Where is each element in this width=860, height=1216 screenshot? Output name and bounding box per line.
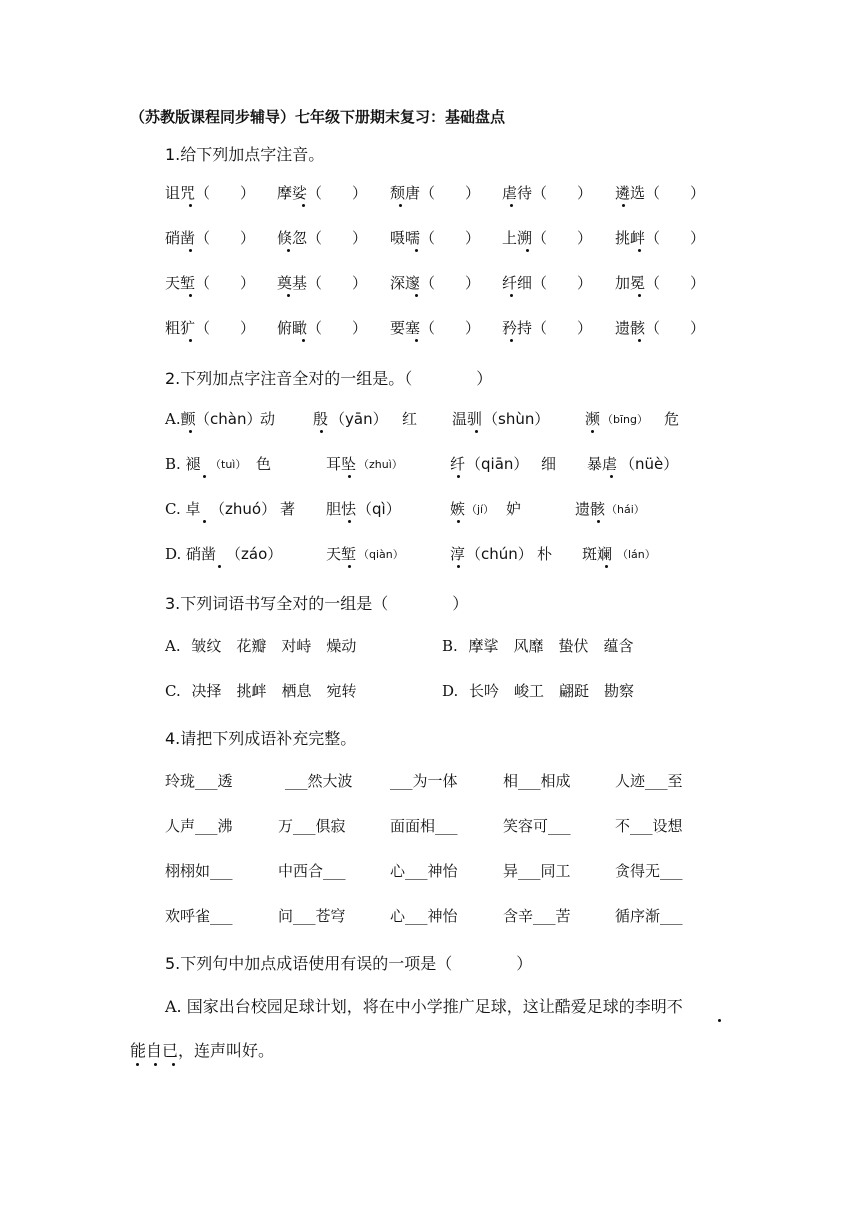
- emphasis-dot: [218, 565, 221, 568]
- emphasis-dot: [510, 294, 513, 297]
- pinyin: （nüè）: [620, 455, 679, 473]
- q1-item: 虐待（ ）: [502, 184, 593, 202]
- q4-item: 万___俱寂: [278, 817, 346, 835]
- emphasis-dot: [457, 565, 460, 568]
- q2-text: 天堑: [326, 545, 357, 563]
- q1-item: 加冕（ ）: [615, 274, 706, 292]
- q4-item: 面面相___: [390, 817, 458, 835]
- pinyin: （qì）: [357, 500, 401, 518]
- emphasis-dot: [189, 249, 192, 252]
- emphasis-dot: [475, 430, 478, 433]
- q2-text: 濒: [585, 410, 601, 428]
- q4-item: 心___神怡: [390, 907, 458, 925]
- q2-option-d: D. 硝凿: [165, 545, 217, 563]
- pinyin: （bīng）: [602, 413, 648, 426]
- emphasis-dot: [320, 430, 323, 433]
- pinyin: （zhuì）: [358, 458, 403, 471]
- q1-item: 挑衅（ ）: [615, 229, 706, 247]
- pinyin: （qiān）: [466, 455, 529, 473]
- question-2-stem: 2.下列加点字注音全对的一组是。（ ）: [165, 369, 493, 388]
- q5-option-a-line2: 能自已，连声叫好。: [130, 1041, 275, 1060]
- q2-text: 著: [280, 500, 296, 518]
- q4-item: 欢呼雀___: [165, 907, 233, 925]
- pinyin: （jí）: [466, 503, 495, 516]
- emphasis-dot: [526, 249, 529, 252]
- q1-item: 矜持（ ）: [502, 319, 593, 337]
- q4-item: 人迹___至: [615, 772, 683, 790]
- q3-option-a: A. 皱纹 花瓣 对峙 燥动: [165, 637, 357, 655]
- q2-text: 纤: [450, 455, 466, 473]
- pinyin: （hái）: [606, 503, 645, 516]
- q2-option-a: A.颤: [165, 410, 196, 428]
- emphasis-dot: [172, 1063, 175, 1066]
- q1-item: 遗骸（ ）: [615, 319, 706, 337]
- q4-item: 贪得无___: [615, 862, 683, 880]
- q2-text: 色: [256, 455, 272, 473]
- q1-item: 纤细（ ）: [502, 274, 593, 292]
- emphasis-dot: [399, 204, 402, 207]
- emphasis-dot: [154, 1063, 157, 1066]
- q1-item: 要塞（ ）: [390, 319, 481, 337]
- emphasis-dot: [348, 565, 351, 568]
- pinyin: （tuì）: [210, 458, 247, 471]
- emphasis-dot: [457, 475, 460, 478]
- emphasis-dot: [638, 249, 641, 252]
- q2-option-c: C. 卓: [165, 500, 201, 518]
- q1-item: 奠基（ ）: [277, 274, 368, 292]
- q1-item: 上溯（ ）: [502, 229, 593, 247]
- q1-item: 硝凿（ ）: [165, 229, 256, 247]
- q2-text: 细: [541, 455, 557, 473]
- q3-option-c: C. 决择 挑衅 栖息 宛转: [165, 682, 357, 700]
- pinyin: （qiàn）: [358, 548, 404, 561]
- q1-item: 诅咒（ ）: [165, 184, 256, 202]
- q1-item: 倏忽（ ）: [277, 229, 368, 247]
- q2-text: 红: [402, 410, 418, 428]
- q4-item: 玲珑___透: [165, 772, 233, 790]
- q2-text: 妒: [506, 500, 522, 518]
- q4-item: 不___设想: [615, 817, 683, 835]
- q2-text: 殷: [313, 410, 329, 428]
- emphasis-dot: [203, 475, 206, 478]
- emphasis-dot: [638, 294, 641, 297]
- emphasis-dot: [510, 339, 513, 342]
- q4-item: 问___苍穹: [278, 907, 346, 925]
- emphasis-dot: [510, 204, 513, 207]
- emphasis-dot: [189, 339, 192, 342]
- q2-text: 朴: [537, 545, 553, 563]
- emphasis-dot: [348, 475, 351, 478]
- q1-item: 颓唐（ ）: [390, 184, 481, 202]
- q2-option-b: B. 褪: [165, 455, 201, 473]
- q2-text: 温驯: [452, 410, 483, 428]
- emphasis-dot: [348, 520, 351, 523]
- q4-item: 异___同工: [503, 862, 571, 880]
- emphasis-dot: [415, 249, 418, 252]
- emphasis-dot: [718, 1019, 721, 1022]
- q2-text: 暴虐: [587, 455, 618, 473]
- q2-text: 淳: [450, 545, 466, 563]
- emphasis-dot: [287, 294, 290, 297]
- q1-item: 嗫嚅（ ）: [390, 229, 481, 247]
- emphasis-dot: [189, 430, 192, 433]
- q1-item: 遴选（ ）: [615, 184, 706, 202]
- emphasis-dot: [302, 204, 305, 207]
- q3-option-d: D. 长吟 峻工 翩跹 勘察: [442, 682, 635, 700]
- pinyin: （chàn）: [195, 410, 262, 428]
- emphasis-dot: [622, 204, 625, 207]
- pinyin: （chún）: [466, 545, 533, 563]
- emphasis-dot: [610, 475, 613, 478]
- pinyin: （záo）: [226, 545, 283, 563]
- q2-text: 耳坠: [326, 455, 357, 473]
- emphasis-dot: [302, 339, 305, 342]
- q2-text: 危: [664, 410, 680, 428]
- page-title: （苏教版课程同步辅导）七年级下册期末复习：基础盘点: [130, 108, 506, 126]
- q1-item: 深邃（ ）: [390, 274, 481, 292]
- emphasis-dot: [638, 339, 641, 342]
- q4-item: 栩栩如___: [165, 862, 233, 880]
- emphasis-dot: [136, 1063, 139, 1066]
- pinyin: （yān）: [330, 410, 388, 428]
- emphasis-dot: [415, 339, 418, 342]
- q1-item: 粗犷（ ）: [165, 319, 256, 337]
- emphasis-dot: [457, 520, 460, 523]
- q4-item: ___然大波: [285, 772, 353, 790]
- q4-item: 含辛___苦: [503, 907, 571, 925]
- q2-text: 遗骸: [575, 500, 606, 518]
- q2-text: 斑斓: [582, 545, 613, 563]
- pinyin: （lán）: [617, 548, 656, 561]
- q1-item: 天堑（ ）: [165, 274, 256, 292]
- q4-item: 循序渐___: [615, 907, 683, 925]
- emphasis-dot: [415, 294, 418, 297]
- q3-option-b: B. 摩挲 风靡 蛰伏 蕴含: [442, 637, 634, 655]
- q1-item: 俯瞰（ ）: [277, 319, 368, 337]
- q1-item: 摩娑（ ）: [277, 184, 368, 202]
- q2-text: 胆怯: [326, 500, 357, 518]
- q2-text: 嫉: [450, 500, 466, 518]
- pinyin: （shùn）: [483, 410, 550, 428]
- q4-item: 中西合___: [278, 862, 346, 880]
- emphasis-dot: [287, 249, 290, 252]
- emphasis-dot: [203, 520, 206, 523]
- question-1-stem: 1.给下列加点字注音。: [165, 145, 325, 164]
- emphasis-dot: [591, 430, 594, 433]
- question-4-stem: 4.请把下列成语补充完整。: [165, 729, 357, 748]
- question-3-stem: 3.下列词语书写全对的一组是（ ）: [165, 594, 469, 613]
- q4-item: 相___相成: [503, 772, 571, 790]
- emphasis-dot: [597, 520, 600, 523]
- question-5-stem: 5.下列句中加点成语使用有误的一项是（ ）: [165, 954, 533, 973]
- q2-text: 动: [260, 410, 276, 428]
- q4-item: 人声___沸: [165, 817, 233, 835]
- pinyin: （zhuó）: [210, 500, 277, 518]
- q4-item: ___为一体: [390, 772, 458, 790]
- q4-item: 心___神怡: [390, 862, 458, 880]
- emphasis-dot: [189, 294, 192, 297]
- emphasis-dot: [189, 204, 192, 207]
- q5-option-a-line1: A. 国家出台校园足球计划，将在中小学推广足球，这让酷爱足球的李明不: [165, 997, 683, 1016]
- emphasis-dot: [605, 565, 608, 568]
- q4-item: 笑容可___: [503, 817, 571, 835]
